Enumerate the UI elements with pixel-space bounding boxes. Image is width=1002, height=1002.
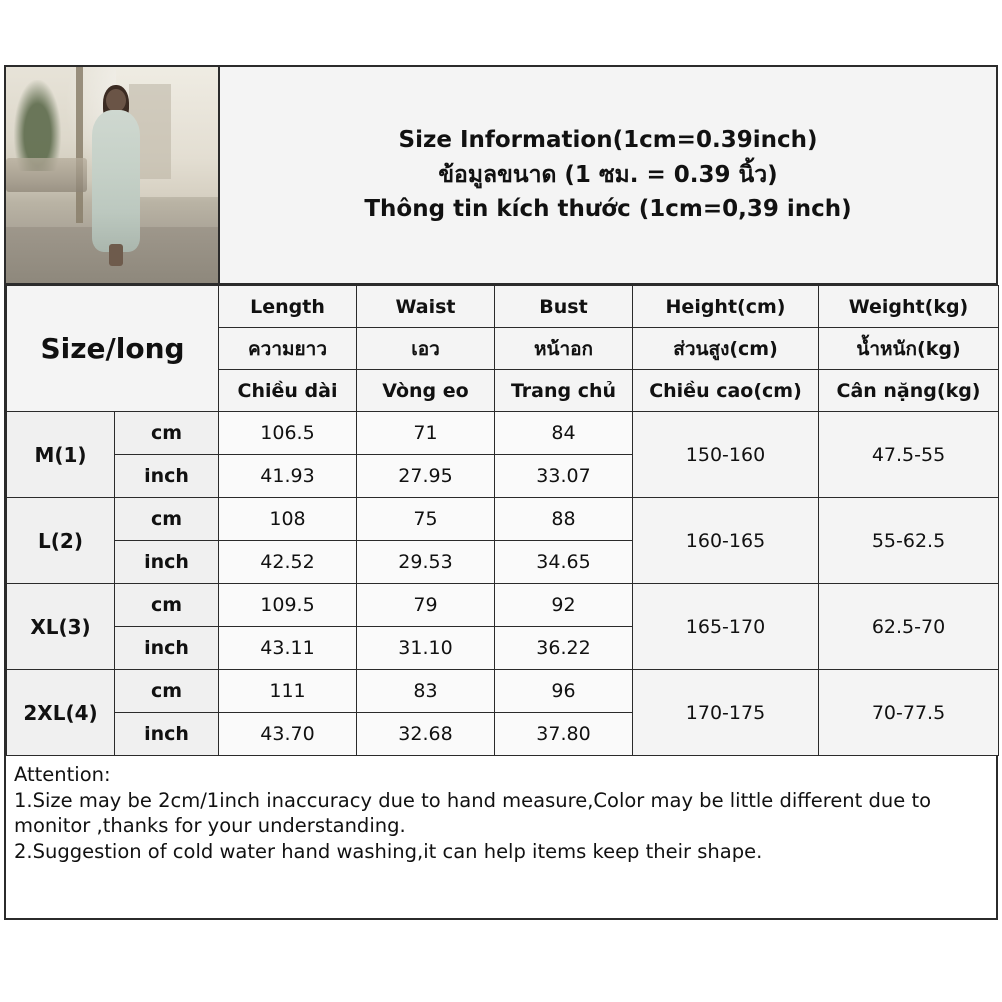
size-table [6, 285, 999, 756]
col-header-weight-vi: Cân nặng(kg) [819, 370, 999, 412]
row-unit-cm: cm [115, 498, 219, 541]
col-header-height-th: ส่วนสูง(cm) [633, 328, 819, 370]
cell-waist-cm: 75 [357, 498, 495, 541]
cell-waist-cm: 83 [357, 670, 495, 713]
cell-weight: 47.5-55 [819, 412, 999, 498]
cell-weight: 55-62.5 [819, 498, 999, 584]
cell-height: 170-175 [633, 670, 819, 756]
cell-waist-inch: 29.53 [357, 541, 495, 584]
cell-waist-inch: 31.10 [357, 627, 495, 670]
cell-bust-inch: 33.07 [495, 455, 633, 498]
table-row [7, 498, 999, 541]
cell-weight: 70-77.5 [819, 670, 999, 756]
cell-height: 165-170 [633, 584, 819, 670]
table-row [7, 584, 999, 627]
cell-bust-cm: 84 [495, 412, 633, 455]
cell-length-cm: 108 [219, 498, 357, 541]
cell-length-inch: 43.11 [219, 627, 357, 670]
row-size-label: XL(3) [7, 584, 115, 670]
row-size-label: L(2) [7, 498, 115, 584]
cell-waist-cm: 71 [357, 412, 495, 455]
cell-bust-inch: 34.65 [495, 541, 633, 584]
cell-waist-cm: 79 [357, 584, 495, 627]
col-header-length-en: Length [219, 286, 357, 328]
size-chart-frame [4, 65, 998, 920]
row-unit-inch: inch [115, 627, 219, 670]
cell-bust-inch: 37.80 [495, 713, 633, 756]
attention-block [6, 756, 996, 918]
col-header-height-vi: Chiều cao(cm) [633, 370, 819, 412]
col-header-bust-en: Bust [495, 286, 633, 328]
product-photo [6, 67, 220, 283]
cell-bust-cm: 92 [495, 584, 633, 627]
cell-length-inch: 43.70 [219, 713, 357, 756]
attention-line-2: monitor ,thanks for your understanding. [14, 814, 406, 838]
attention-title: Attention: [14, 763, 111, 786]
col-header-height-en: Height(cm) [633, 286, 819, 328]
table-row [7, 670, 999, 713]
row-size-label: M(1) [7, 412, 115, 498]
row-unit-cm: cm [115, 412, 219, 455]
cell-length-cm: 106.5 [219, 412, 357, 455]
row-unit-inch: inch [115, 713, 219, 756]
model-legs [109, 244, 123, 265]
col-header-weight-th: น้ำหนัก(kg) [819, 328, 999, 370]
title-block [220, 67, 996, 283]
table-row [7, 412, 999, 455]
col-header-waist-th: เอว [357, 328, 495, 370]
title-line-en: Size Information(1cm=0.39inch) [398, 126, 818, 153]
title-line-vi: Thông tin kích thước (1cm=0,39 inch) [364, 196, 852, 223]
photo-model [89, 89, 144, 266]
title-line-th: ข้อมูลขนาด (1 ซม. = 0.39 นิ้ว) [438, 161, 778, 188]
product-photo-image [6, 67, 218, 283]
col-header-bust-vi: Trang chủ [495, 370, 633, 412]
cell-length-cm: 109.5 [219, 584, 357, 627]
col-header-waist-vi: Vòng eo [357, 370, 495, 412]
col-header-bust-th: หน้าอก [495, 328, 633, 370]
cell-length-cm: 111 [219, 670, 357, 713]
cell-length-inch: 42.52 [219, 541, 357, 584]
model-dress [92, 110, 140, 252]
col-header-length-th: ความยาว [219, 328, 357, 370]
col-header-length-vi: Chiều dài [219, 370, 357, 412]
photo-pole [76, 67, 83, 223]
cell-waist-inch: 27.95 [357, 455, 495, 498]
cell-weight: 62.5-70 [819, 584, 999, 670]
header-band [6, 67, 996, 285]
cell-bust-inch: 36.22 [495, 627, 633, 670]
cell-height: 150-160 [633, 412, 819, 498]
cell-length-inch: 41.93 [219, 455, 357, 498]
table-header-row-en [7, 286, 999, 328]
attention-line-1: 1.Size may be 2cm/1inch inaccuracy due to hand measure,Color may be little different due to [14, 788, 932, 812]
size-long-label: Size/long [7, 286, 219, 412]
col-header-weight-en: Weight(kg) [819, 286, 999, 328]
cell-bust-cm: 96 [495, 670, 633, 713]
col-header-waist-en: Waist [357, 286, 495, 328]
row-unit-cm: cm [115, 584, 219, 627]
row-unit-inch: inch [115, 541, 219, 584]
attention-line-3: 2.Suggestion of cold water hand washing,it can help items keep their shape. [14, 840, 763, 864]
row-size-label: 2XL(4) [7, 670, 115, 756]
cell-height: 160-165 [633, 498, 819, 584]
row-unit-inch: inch [115, 455, 219, 498]
cell-waist-inch: 32.68 [357, 713, 495, 756]
photo-bench [6, 158, 87, 193]
cell-bust-cm: 88 [495, 498, 633, 541]
row-unit-cm: cm [115, 670, 219, 713]
model-head [106, 89, 126, 112]
